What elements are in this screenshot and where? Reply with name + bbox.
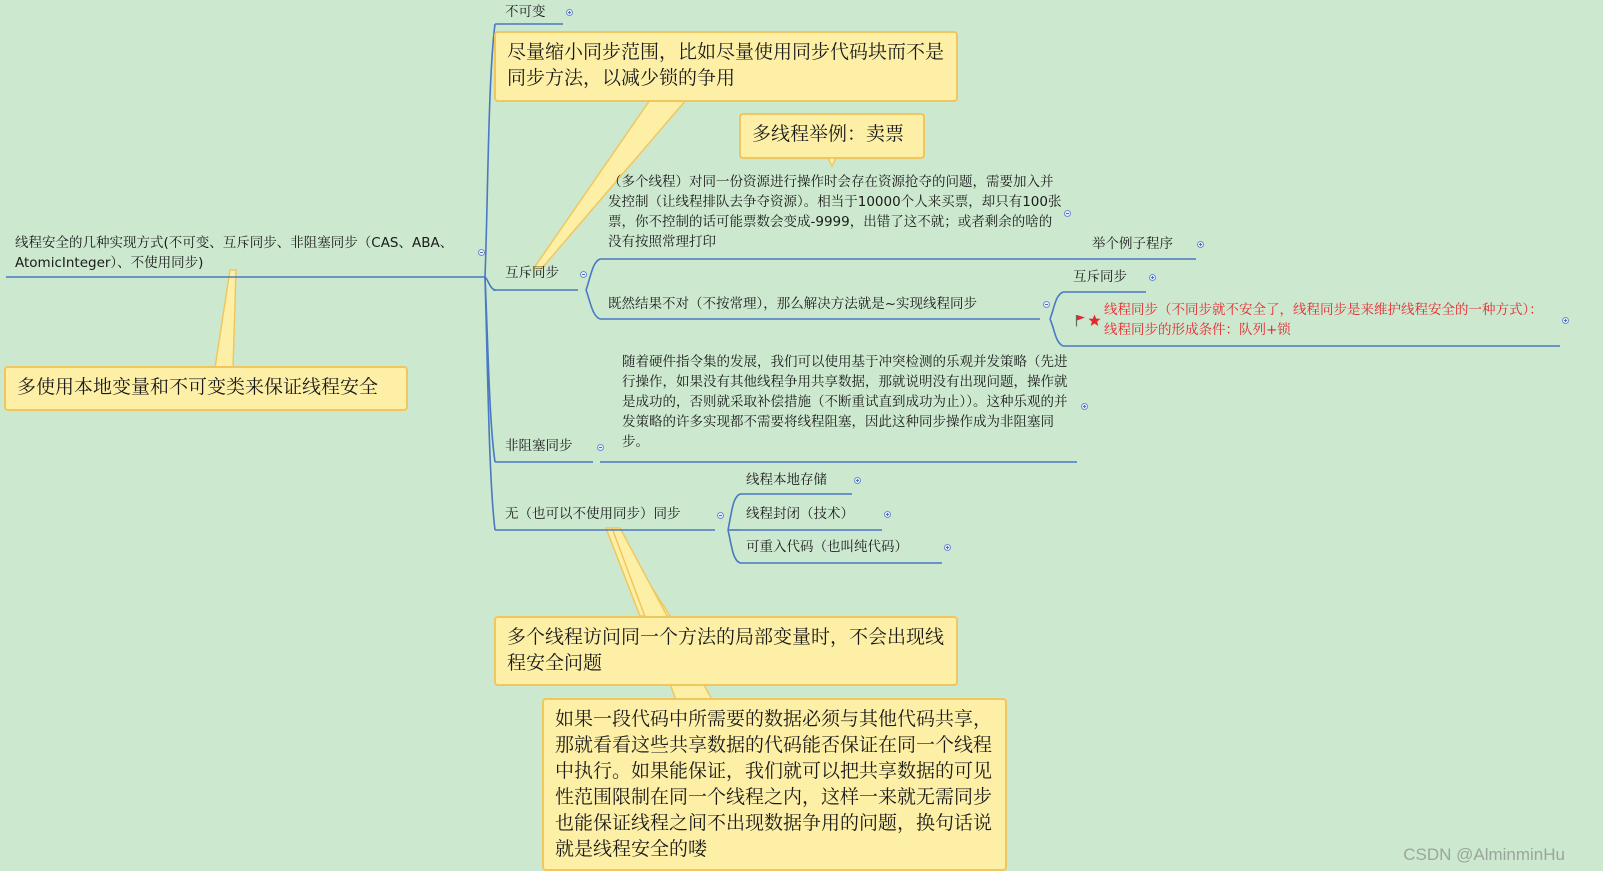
expand-toggle-icon[interactable]	[854, 477, 861, 484]
expand-toggle-icon[interactable]	[1562, 317, 1569, 324]
mutex-problem-node[interactable]: （多个线程）对同一份资源进行操作时会存在资源抢夺的问题，需要加入并发控制（让线程排队去争夺资源）。相当于10000个人来买票，却只有100张票，你不控制的话可能票数会变成-9999，出错了这不就；或者剩余的啥的没有按照常理打印	[608, 174, 1062, 250]
star-icon	[1088, 314, 1101, 327]
callout-ticket-example[interactable]: 多线程举例：卖票	[739, 113, 925, 159]
branch-mutex[interactable]: 互斥同步	[505, 265, 559, 281]
expand-toggle-icon[interactable]	[566, 9, 573, 16]
nosync-child-node[interactable]: 线程本地存储	[746, 472, 827, 488]
callout-shared-data[interactable]: 如果一段代码中所需要的数据必须与其他代码共享，那就看看这些共享数据的代码能否保证在同一个线程中执行。如果能保证，我们就可以把共享数据的可见性范围限制在同一个线程之内，这样一来就无需同步也能保证线程之间不出现数据争用的问题，换句话说就是线程安全的喽	[542, 698, 1007, 871]
root-node[interactable]: 线程安全的几种实现方式(不可变、互斥同步、非阻塞同步（CAS、ABA、AtomicInteger）、不使用同步)	[15, 235, 454, 271]
expand-toggle-icon[interactable]	[884, 511, 891, 518]
collapse-toggle-icon[interactable]	[1064, 210, 1071, 217]
callout-narrow-scope[interactable]: 尽量缩小同步范围，比如尽量使用同步代码块而不是同步方法，以减少锁的争用	[494, 31, 958, 102]
callout-local-var-root[interactable]: 多使用本地变量和不可变类来保证线程安全	[4, 366, 408, 411]
branch-immutable[interactable]: 不可变	[505, 4, 546, 20]
expand-toggle-icon[interactable]	[1197, 241, 1204, 248]
callout-tail	[215, 270, 236, 368]
expand-toggle-icon[interactable]	[944, 544, 951, 551]
callout-local-var-method[interactable]: 多个线程访问同一个方法的局部变量时，不会出现线程安全问题	[494, 616, 958, 686]
branch-nonblocking[interactable]: 非阻塞同步	[505, 438, 573, 454]
collapse-toggle-icon[interactable]	[580, 271, 587, 278]
mutex-solution-node[interactable]: 既然结果不对（不按常理），那么解决方法就是~实现线程同步	[608, 296, 978, 312]
nosync-child-node[interactable]: 可重入代码（也叫纯代码）	[746, 539, 908, 555]
watermark: CSDN @AlminminHu	[1403, 845, 1565, 864]
sub-mutex-node[interactable]: 互斥同步	[1073, 269, 1127, 285]
flag-icon	[1075, 314, 1086, 327]
thread-sync-node[interactable]: 线程同步（不同步就不安全了，线程同步是来维护线程安全的一种方式）：线程同步的形成条件：队列+锁	[1104, 302, 1543, 338]
expand-toggle-icon[interactable]	[1149, 274, 1156, 281]
collapse-toggle-icon[interactable]	[597, 444, 604, 451]
nonblocking-desc-node[interactable]: 随着硬件指令集的发展，我们可以使用基于冲突检测的乐观并发策略（先进行操作，如果没有其他线程争用共享数据，那就说明没有出现问题，操作就是成功的，否则就采取补偿措施（不断重试直到成功为止））。这种乐观的并发策略的许多实现都不需要将线程阻塞，因此这种同步操作成为非阻塞同步。	[622, 354, 1068, 450]
expand-toggle-icon[interactable]	[1081, 403, 1088, 410]
example-program-node[interactable]: 举个例子程序	[1092, 236, 1173, 252]
collapse-toggle-icon[interactable]	[717, 512, 724, 519]
branch-nosync[interactable]: 无（也可以不使用同步）同步	[505, 506, 681, 522]
collapse-toggle-icon[interactable]	[478, 249, 485, 256]
nosync-child-node[interactable]: 线程封闭（技术）	[746, 506, 854, 522]
collapse-toggle-icon[interactable]	[1043, 301, 1050, 308]
